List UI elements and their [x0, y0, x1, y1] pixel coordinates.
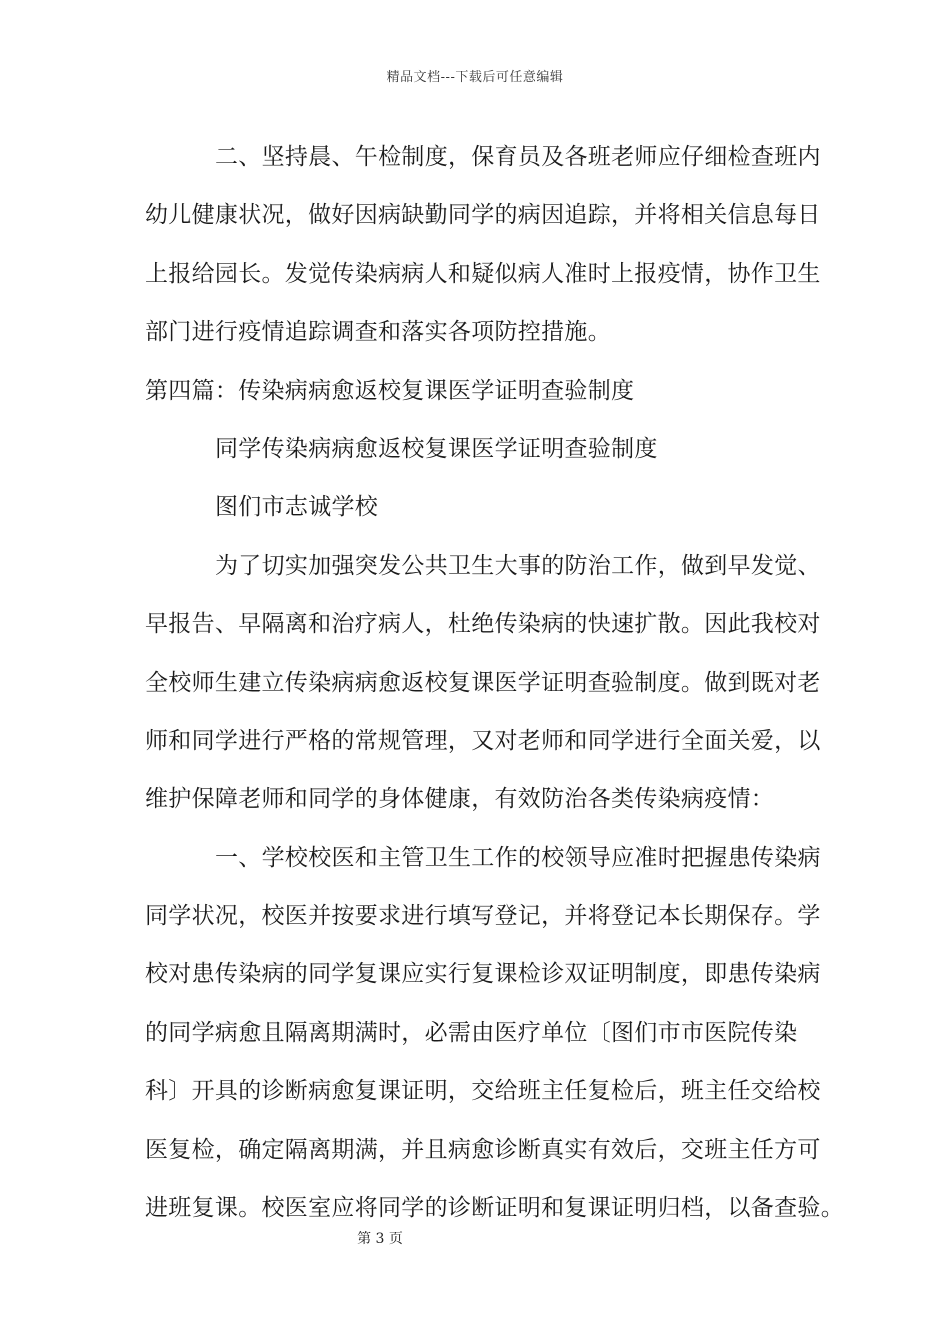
document-title: 同学传染病病愈返校复课医学证明查验制度 — [215, 435, 658, 462]
document-body — [145, 128, 844, 1237]
text-line: 幼儿健康状况，做好因病缺勤同学的病因追踪，并将相关信息每日 — [145, 202, 821, 229]
text-line: 部门进行疫情追踪调查和落实各项防控措施。 — [145, 319, 611, 346]
text-line: 维护保障老师和同学的身体健康，有效防治各类传染病疫情： — [145, 786, 775, 813]
text-line: 校对患传染病的同学复课应实行复课检诊双证明制度，即患传染病 — [145, 961, 821, 988]
text-line: 师和同学进行严格的常规管理，又对老师和同学进行全面关爱，以 — [145, 727, 821, 754]
text-line: 上报给园长。发觉传染病病人和疑似病人准时上报疫情，协作卫生 — [145, 260, 821, 287]
text-line: 一、学校校医和主管卫生工作的校领导应准时把握患传染病 — [215, 844, 821, 871]
text-line: 二、坚持晨、午检制度，保育员及各班老师应仔细检查班内 — [215, 144, 821, 170]
section-heading: 第四篇：传染病病愈返校复课医学证明查验制度 — [145, 377, 635, 404]
page-header: 精品文档---下载后可任意编辑 — [386, 70, 564, 85]
text-line: 医复检，确定隔离期满，并且病愈诊断真实有效后，交班主任方可 — [145, 1136, 821, 1163]
text-line: 科〕开具的诊断病愈复课证明，交给班主任复检后，班主任交给校 — [145, 1078, 821, 1105]
text-line: 早报告、早隔离和治疗病人，杜绝传染病的快速扩散。因此我校对 — [145, 611, 821, 638]
text-line: 同学状况，校医并按要求进行填写登记，并将登记本长期保存。学 — [145, 903, 821, 930]
text-line: 的同学病愈且隔离期满时，必需由医疗单位〔图们市市医院传染 — [145, 1019, 798, 1046]
page-number: 第 3 页 — [357, 1231, 403, 1247]
school-name: 图们市志诚学校 — [215, 494, 379, 521]
text-line: 全校师生建立传染病病愈返校复课医学证明查验制度。做到既对老 — [145, 669, 821, 696]
text-line: 为了切实加强突发公共卫生大事的防治工作，做到早发觉、 — [215, 552, 821, 579]
text-line: 进班复课。校医室应将同学的诊断证明和复课证明归档，以备查验。 — [145, 1195, 844, 1222]
